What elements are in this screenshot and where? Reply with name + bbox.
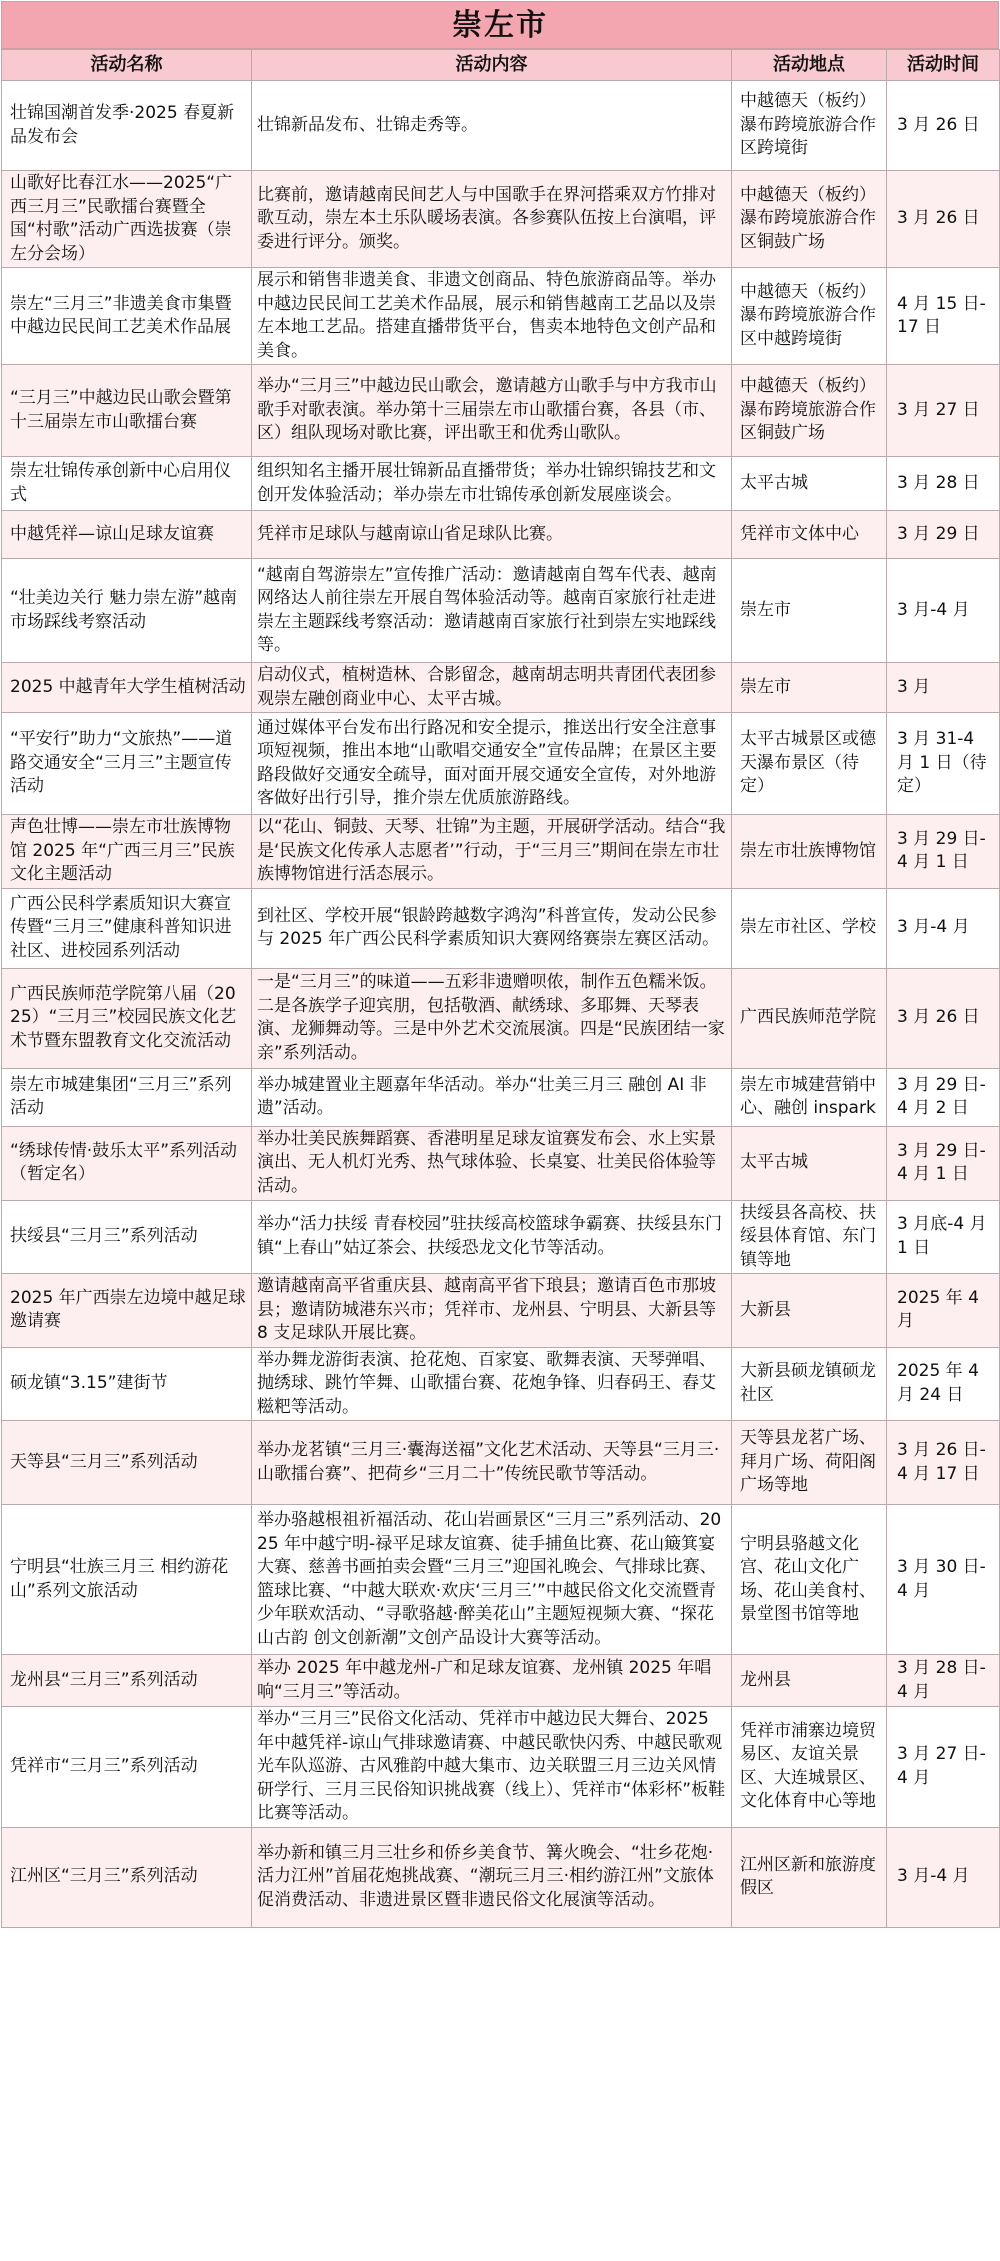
table-row: [2, 1421, 1000, 1505]
activity-place-cell: 崇左市壮族博物馆: [732, 815, 887, 889]
activity-content-cell: 邀请越南高平省重庆县、越南高平省下琅县；邀请百色市那坡县；邀请防城港东兴市；凭祥市、龙州县、宁明县、大新县等 8 支足球队开展比赛。: [252, 1274, 732, 1348]
activity-time-cell: 3 月底-4 月 1 日: [887, 1200, 1000, 1274]
activity-name-cell: 江州区“三月三”系列活动: [2, 1827, 252, 1927]
activity-place-cell: 宁明县骆越文化宫、花山文化广场、花山美食村、景堂图书馆等地: [732, 1505, 887, 1655]
header-activity-place: 活动地点: [732, 50, 887, 81]
activity-content-cell: 组织知名主播开展壮锦新品直播带货；举办壮锦织锦技艺和文创开发体验活动；举办崇左市壮锦传承创新发展座谈会。: [252, 457, 732, 511]
activity-content-cell: 展示和销售非遗美食、非遗文创商品、特色旅游商品等。举办中越边民民间工艺美术作品展，展示和销售越南工艺品以及崇左本地工艺品。搭建直播带货平台，售卖本地特色文创产品和美食。: [252, 268, 732, 365]
activity-place-cell: 龙州县: [732, 1655, 887, 1707]
activity-time-cell: 3 月-4 月: [887, 1827, 1000, 1927]
activity-time-cell: 3 月 29 日: [887, 511, 1000, 559]
activity-place-cell: 中越德天（板约）瀑布跨境旅游合作区中越跨境街: [732, 268, 887, 365]
activity-name-cell: 崇左壮锦传承创新中心启用仪式: [2, 457, 252, 511]
activity-place-cell: 江州区新和旅游度假区: [732, 1827, 887, 1927]
activity-time-cell: 3 月 27 日-4 月: [887, 1707, 1000, 1828]
table-row: [2, 365, 1000, 457]
activity-place-cell: 大新县硕龙镇硕龙社区: [732, 1347, 887, 1421]
table-row: [2, 1827, 1000, 1927]
activity-time-cell: 3 月 27 日: [887, 365, 1000, 457]
activity-content-cell: 举办 2025 年中越龙州-广和足球友谊赛、龙州镇 2025 年唱响“三月三”等活动。: [252, 1655, 732, 1707]
activity-place-cell: 凭祥市浦寨边境贸易区、友谊关景区、大连城景区、文化体育中心等地: [732, 1707, 887, 1828]
activity-content-cell: 比赛前，邀请越南民间艺人与中国歌手在界河搭乘双方竹排对歌互动，崇左本土乐队暖场表演。各参赛队伍按上台演唱，评委进行评分。颁奖。: [252, 171, 732, 268]
table-row: [2, 1655, 1000, 1707]
activity-time-cell: 3 月 30 日-4 月: [887, 1505, 1000, 1655]
table-row: [2, 559, 1000, 663]
activity-place-cell: 崇左市: [732, 559, 887, 663]
table-row: [2, 713, 1000, 815]
table-row: [2, 1126, 1000, 1200]
activity-name-cell: 广西民族师范学院第八届（2025）“三月三”校园民族文化艺术节暨东盟教育文化交流活动: [2, 968, 252, 1068]
page: [1, 1, 999, 1928]
activity-name-cell: 广西公民科学素质知识大赛宣传暨“三月三”健康科普知识进社区、进校园系列活动: [2, 888, 252, 968]
table-row: [2, 1707, 1000, 1828]
table-row: [2, 663, 1000, 713]
activity-content-cell: 到社区、学校开展“银龄跨越数字鸿沟”科普宣传，发动公民参与 2025 年广西公民科学素质知识大赛网络赛崇左赛区活动。: [252, 888, 732, 968]
activity-place-cell: 凭祥市文体中心: [732, 511, 887, 559]
activity-place-cell: 大新县: [732, 1274, 887, 1348]
activity-place-cell: 扶绥县各高校、扶绥县体育馆、东门镇等地: [732, 1200, 887, 1274]
activity-name-cell: “平安行”助力“文旅热”——道路交通安全“三月三”主题宣传活动: [2, 713, 252, 815]
activity-table: [1, 49, 1000, 1928]
activity-place-cell: 崇左市城建营销中心、融创 inspark: [732, 1068, 887, 1126]
activity-name-cell: 声色壮博——崇左市壮族博物馆 2025 年“广西三月三”民族文化主题活动: [2, 815, 252, 889]
table-row: [2, 268, 1000, 365]
activity-time-cell: 2025 年 4 月: [887, 1274, 1000, 1348]
activity-content-cell: 凭祥市足球队与越南谅山省足球队比赛。: [252, 511, 732, 559]
activity-name-cell: 崇左市城建集团“三月三”系列活动: [2, 1068, 252, 1126]
activity-place-cell: 广西民族师范学院: [732, 968, 887, 1068]
activity-name-cell: 宁明县“壮族三月三 相约游花山”系列文旅活动: [2, 1505, 252, 1655]
page-title: 崇左市: [1, 1, 999, 49]
activity-time-cell: 3 月-4 月: [887, 559, 1000, 663]
activity-content-cell: 举办城建置业主题嘉年华活动。举办“壮美三月三 融创 AI 非遗”活动。: [252, 1068, 732, 1126]
table-row: [2, 1068, 1000, 1126]
activity-content-cell: 以“花山、铜鼓、天琴、壮锦”为主题，开展研学活动。结合“我是‘民族文化传承人志愿者’”行动，于“三月三”期间在崇左市壮族博物馆进行活态展示。: [252, 815, 732, 889]
table-row: [2, 511, 1000, 559]
activity-content-cell: “越南自驾游崇左”宣传推广活动：邀请越南自驾车代表、越南网络达人前往崇左开展自驾体验活动等。越南百家旅行社走进崇左主题踩线考察活动：邀请越南百家旅行社到崇左实地踩线等。: [252, 559, 732, 663]
activity-time-cell: 3 月 29 日-4 月 1 日: [887, 815, 1000, 889]
activity-time-cell: 3 月 26 日: [887, 171, 1000, 268]
table-row: [2, 1347, 1000, 1421]
table-row: [2, 1200, 1000, 1274]
table-row: [2, 1274, 1000, 1348]
activity-time-cell: 4 月 15 日-17 日: [887, 268, 1000, 365]
activity-time-cell: 3 月 26 日: [887, 968, 1000, 1068]
activity-name-cell: “绣球传情·鼓乐太平”系列活动（暂定名）: [2, 1126, 252, 1200]
activity-place-cell: 太平古城: [732, 457, 887, 511]
activity-content-cell: 举办壮美民族舞蹈赛、香港明星足球友谊赛发布会、水上实景演出、无人机灯光秀、热气球体验、长桌宴、壮美民俗体验等活动。: [252, 1126, 732, 1200]
activity-content-cell: 举办“三月三”中越边民山歌会，邀请越方山歌手与中方我市山歌手对歌表演。举办第十三届崇左市山歌擂台赛，各县（市、区）组队现场对歌比赛，评出歌王和优秀山歌队。: [252, 365, 732, 457]
activity-time-cell: 3 月 28 日-4 月: [887, 1655, 1000, 1707]
activity-place-cell: 天等县龙茗广场、拜月广场、荷阳阁广场等地: [732, 1421, 887, 1505]
activity-content-cell: 壮锦新品发布、壮锦走秀等。: [252, 81, 732, 171]
table-row: [2, 968, 1000, 1068]
activity-content-cell: 一是“三月三”的味道——五彩非遗赠呗侬，制作五色糯米饭。二是各族学子迎宾朋，包括敬酒、献绣球、多耶舞、天琴表演、龙狮舞动等。三是中外艺术交流展演。四是“民族团结一家亲”系列活动。: [252, 968, 732, 1068]
activity-name-cell: 硕龙镇“3.15”建街节: [2, 1347, 252, 1421]
activity-name-cell: 龙州县“三月三”系列活动: [2, 1655, 252, 1707]
activity-time-cell: 3 月: [887, 663, 1000, 713]
activity-place-cell: 太平古城: [732, 1126, 887, 1200]
activity-name-cell: 山歌好比春江水——2025“广西三月三”民歌擂台赛暨全国“村歌”活动广西选拔赛（崇左分会场）: [2, 171, 252, 268]
activity-place-cell: 崇左市社区、学校: [732, 888, 887, 968]
header-activity-content: 活动内容: [252, 50, 732, 81]
activity-place-cell: 中越德天（板约）瀑布跨境旅游合作区铜鼓广场: [732, 365, 887, 457]
activity-name-cell: “壮美边关行 魅力崇左游”越南市场踩线考察活动: [2, 559, 252, 663]
table-row: [2, 815, 1000, 889]
activity-time-cell: 3 月 26 日: [887, 81, 1000, 171]
activity-content-cell: 举办龙茗镇“三月三·囊海送福”文化艺术活动、天等县“三月三·山歌擂台赛”、把荷乡“三月二十”传统民歌节等活动。: [252, 1421, 732, 1505]
activity-content-cell: 举办骆越根祖祈福活动、花山岩画景区“三月三”系列活动、2025 年中越宁明-禄平足球友谊赛、徒手捕鱼比赛、花山簸箕宴大赛、慈善书画拍卖会暨“三月三”迎国礼晚会、气排球比赛、篮球比赛、“中越大联欢·欢庆‘三月三’”中越民俗文化交流暨青少年联欢活动、“寻歌骆越·醉美花山”主题短视频大赛、“探花山古韵 创文创新潮”文创产品设计大赛等活动。: [252, 1505, 732, 1655]
activity-place-cell: 中越德天（板约）瀑布跨境旅游合作区铜鼓广场: [732, 171, 887, 268]
activity-name-cell: “三月三”中越边民山歌会暨第十三届崇左市山歌擂台赛: [2, 365, 252, 457]
table-row: [2, 888, 1000, 968]
table-row: [2, 81, 1000, 171]
table-row: [2, 457, 1000, 511]
activity-name-cell: 2025 中越青年大学生植树活动: [2, 663, 252, 713]
activity-name-cell: 壮锦国潮首发季·2025 春夏新品发布会: [2, 81, 252, 171]
activity-time-cell: 3 月 31-4 月 1 日（待定）: [887, 713, 1000, 815]
activity-content-cell: 举办“三月三”民俗文化活动、凭祥市中越边民大舞台、2025 年中越凭祥-谅山气排球邀请赛、中越民歌快闪秀、中越民歌观光车队巡游、古风雅韵中越大集市、边关联盟三月三边关风情研学行、三月三民俗知识挑战赛（线上）、凭祥市“体彩杯”板鞋比赛等活动。: [252, 1707, 732, 1828]
activity-content-cell: 通过媒体平台发布出行路况和安全提示，推送出行安全注意事项短视频，推出本地“山歌唱交通安全”宣传品牌；在景区主要路段做好交通安全疏导，面对面开展交通安全宣传，对外地游客做好出行引导，推介崇左优质旅游路线。: [252, 713, 732, 815]
header-activity-time: 活动时间: [887, 50, 1000, 81]
table-row: [2, 171, 1000, 268]
activity-time-cell: 3 月 26 日-4 月 17 日: [887, 1421, 1000, 1505]
activity-time-cell: 3 月 28 日: [887, 457, 1000, 511]
activity-content-cell: 启动仪式，植树造林、合影留念，越南胡志明共青团代表团参观崇左融创商业中心、太平古城。: [252, 663, 732, 713]
activity-time-cell: 2025 年 4 月 24 日: [887, 1347, 1000, 1421]
activity-time-cell: 3 月 29 日-4 月 2 日: [887, 1068, 1000, 1126]
activity-name-cell: 2025 年广西崇左边境中越足球邀请赛: [2, 1274, 252, 1348]
activity-time-cell: 3 月 29 日-4 月 1 日: [887, 1126, 1000, 1200]
table-body: [2, 81, 1000, 1928]
activity-content-cell: 举办舞龙游街表演、抢花炮、百家宴、歌舞表演、天琴弹唱、抛绣球、跳竹竿舞、山歌擂台赛、花炮争锋、归春码王、舂艾糍粑等活动。: [252, 1347, 732, 1421]
activity-name-cell: 凭祥市“三月三”系列活动: [2, 1707, 252, 1828]
activity-place-cell: 太平古城景区或德天瀑布景区（待定）: [732, 713, 887, 815]
table-header-row: [2, 50, 1000, 81]
activity-name-cell: 天等县“三月三”系列活动: [2, 1421, 252, 1505]
activity-time-cell: 3 月-4 月: [887, 888, 1000, 968]
activity-content-cell: 举办“活力扶绥 青春校园”驻扶绥高校篮球争霸赛、扶绥县东门镇“上春山”姑辽茶会、扶绥恐龙文化节等活动。: [252, 1200, 732, 1274]
activity-place-cell: 崇左市: [732, 663, 887, 713]
activity-name-cell: 扶绥县“三月三”系列活动: [2, 1200, 252, 1274]
header-activity-name: 活动名称: [2, 50, 252, 81]
activity-content-cell: 举办新和镇三月三壮乡和侨乡美食节、篝火晚会、“壮乡花炮·活力江州”首届花炮挑战赛、“潮玩三月三·相约游江州”文旅体促消费活动、非遗进景区暨非遗民俗文化展演等活动。: [252, 1827, 732, 1927]
activity-name-cell: 崇左“三月三”非遗美食市集暨中越边民民间工艺美术作品展: [2, 268, 252, 365]
table-row: [2, 1505, 1000, 1655]
activity-place-cell: 中越德天（板约）瀑布跨境旅游合作区跨境街: [732, 81, 887, 171]
activity-name-cell: 中越凭祥—谅山足球友谊赛: [2, 511, 252, 559]
